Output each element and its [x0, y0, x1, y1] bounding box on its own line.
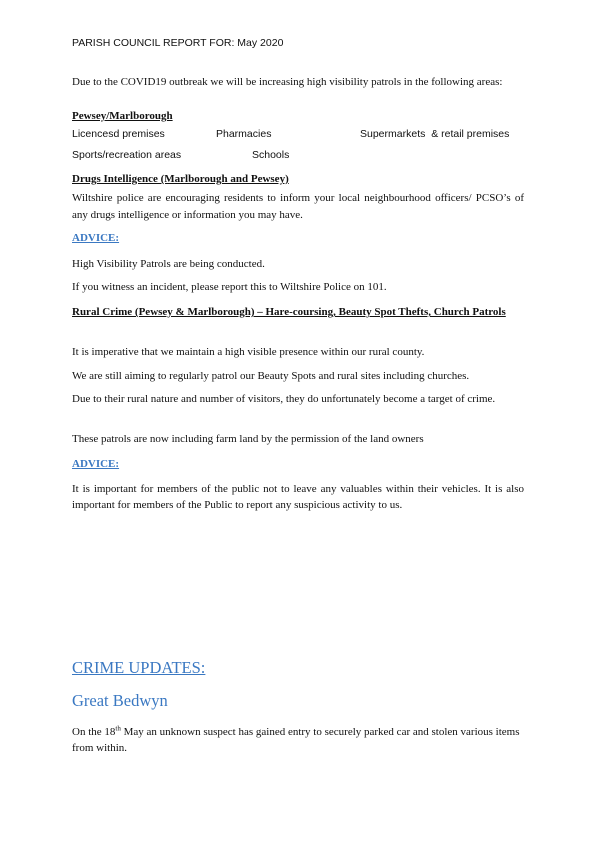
- crime-text-end: May an unknown suspect has gained entry to securely parked car and stolen various items from within.: [72, 726, 520, 754]
- rural-line-3: Due to their rural nature and number of visitors, they do unfortunately become a target of crime.: [72, 393, 496, 405]
- drugs-paragraph: Wiltshire police are encouraging residents to inform your local neighbourhood officers/ PCSO’s of any drugs intelligence or information you may have.: [72, 192, 524, 221]
- rural-line-4: These patrols are now including farm land by the permission of the land owners: [72, 433, 424, 445]
- crime-updates-heading: CRIME UPDATES:: [72, 658, 206, 677]
- intro-paragraph: Due to the COVID19 outbreak we will be increasing high visibility patrols in the following areas:: [72, 76, 503, 88]
- advice-line-2: If you witness an incident, please report this to Wiltshire Police on 101.: [72, 281, 387, 293]
- crime-paragraph: [72, 724, 524, 756]
- advice-line-1: High Visibility Patrols are being conducted.: [72, 258, 265, 270]
- rural-line-1: It is imperative that we maintain a high visible presence within our rural county.: [72, 346, 425, 358]
- area-pharmacies: Pharmacies: [216, 128, 272, 140]
- advice-heading-1: ADVICE:: [72, 232, 120, 244]
- area-supermarkets: Supermarkets & retail premises: [360, 128, 510, 140]
- advice-paragraph-2: It is important for members of the public not to leave any valuables within their vehicles. It is also important for members of the Public to report any suspicious activity to us.: [72, 483, 524, 511]
- area-sports-recreation: Sports/recreation areas: [72, 149, 182, 161]
- crime-text-ordinal: th: [115, 724, 121, 733]
- rural-crime-heading: Rural Crime (Pewsey & Marlborough) – Hare-coursing, Beauty Spot Thefts, Church Patrols: [72, 306, 506, 318]
- rural-line-2: We are still aiming to regularly patrol our Beauty Spots and rural sites including churches.: [72, 370, 470, 382]
- drugs-heading: Drugs Intelligence (Marlborough and Pewsey): [72, 173, 289, 185]
- advice-heading-2: ADVICE:: [72, 458, 120, 470]
- crime-text-start: On the 18: [72, 726, 116, 738]
- pewsey-heading: Pewsey/Marlborough: [72, 110, 173, 122]
- area-schools: Schools: [252, 149, 290, 161]
- area-licensed-premises: Licencesd premises: [72, 128, 165, 140]
- crime-location-heading: Great Bedwyn: [72, 691, 168, 710]
- page-header: PARISH COUNCIL REPORT FOR: May 2020: [72, 37, 284, 49]
